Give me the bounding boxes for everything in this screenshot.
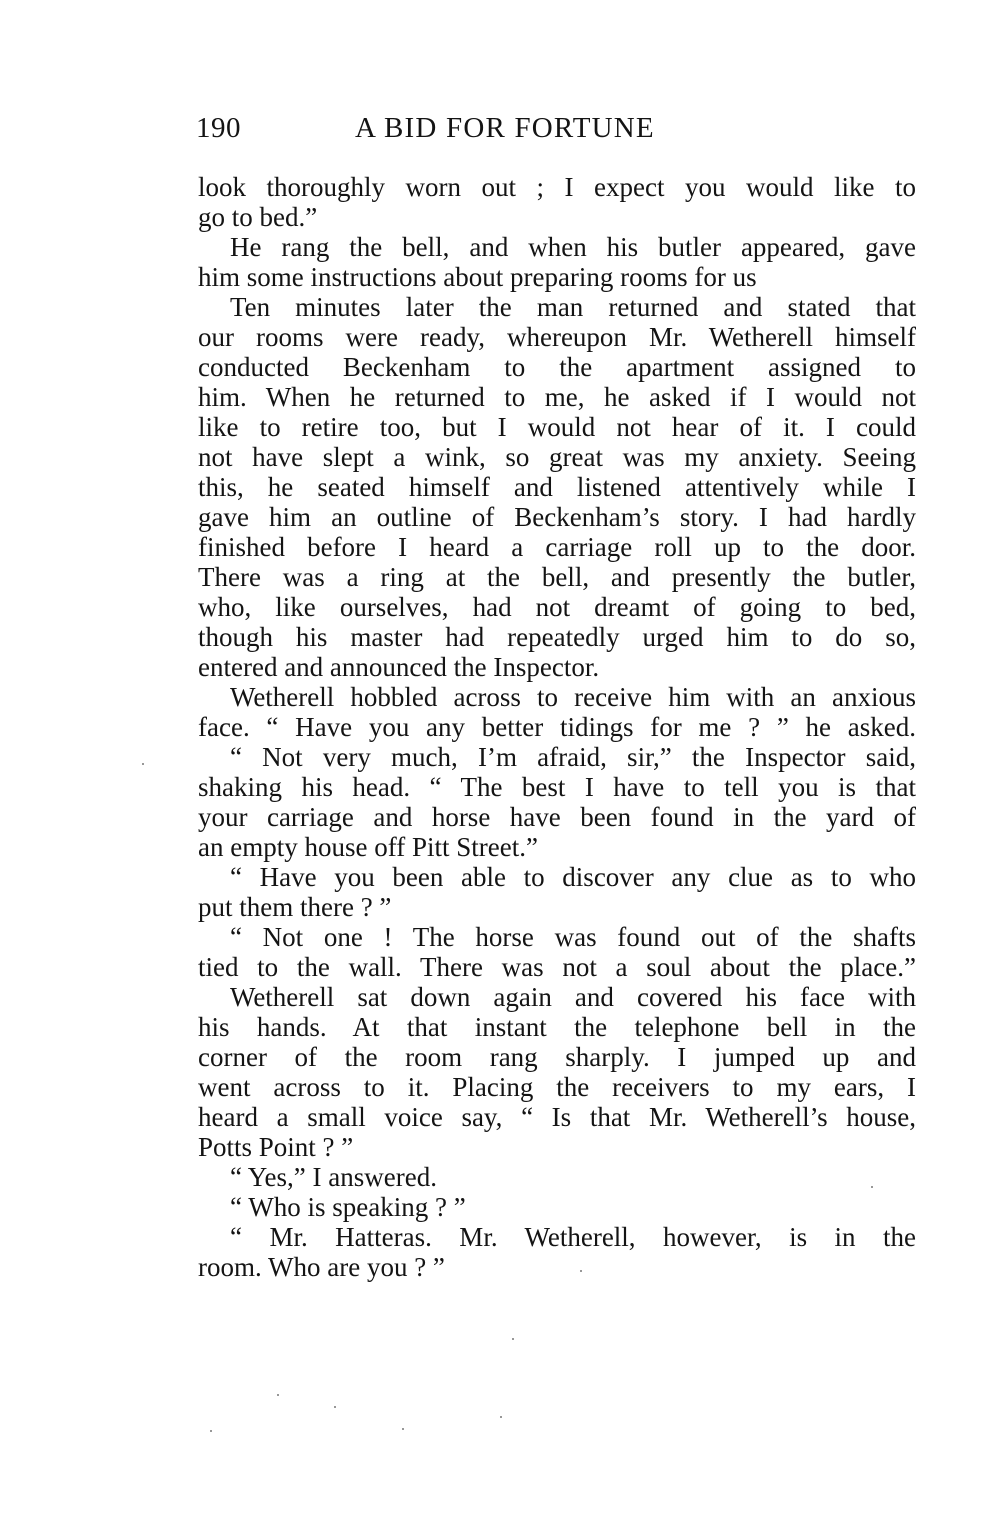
text-line: Wetherell sat down again and covered his face with xyxy=(230,982,916,1012)
text-line: Ten minutes later the man returned and stated that xyxy=(230,292,916,322)
text-line: face. “ Have you any better tidings for me ? ” he asked. xyxy=(198,712,916,742)
text-line: go to bed.” xyxy=(198,202,318,232)
text-line: room. Who are you ? ” xyxy=(198,1252,445,1282)
text-line: put them there ? ” xyxy=(198,892,392,922)
text-line: Potts Point ? ” xyxy=(198,1132,354,1162)
body-text xyxy=(198,172,916,1282)
text-line: look thoroughly worn out ; I expect you would like to xyxy=(198,172,916,202)
text-line: shaking his head. “ The best I have to tell you is that xyxy=(198,772,916,802)
text-line: “ Not one ! The horse was found out of the shafts xyxy=(230,922,916,952)
text-line: entered and announced the Inspector. xyxy=(198,652,600,682)
text-line: “ Yes,” I answered. xyxy=(230,1162,437,1192)
text-line: tied to the wall. There was not a soul about the place.” xyxy=(198,952,916,982)
text-line: finished before I heard a carriage roll up to the door. xyxy=(198,532,916,562)
paper-speck xyxy=(871,1186,873,1188)
paper-speck xyxy=(580,1270,582,1272)
text-line: Wetherell hobbled across to receive him with an anxious xyxy=(230,682,916,712)
text-line: who, like ourselves, had not dreamt of going to bed, xyxy=(198,592,916,622)
paper-speck xyxy=(500,1416,502,1418)
text-line: corner of the room rang sharply. I jumped up and xyxy=(198,1042,916,1072)
text-line: like to retire too, but I would not hear of it. I could xyxy=(198,412,916,442)
text-line: “ Not very much, I’m afraid, sir,” the Inspector said, xyxy=(230,742,916,772)
text-line: There was a ring at the bell, and presently the butler, xyxy=(198,562,916,592)
text-line: heard a small voice say, “ Is that Mr. Wetherell’s house, xyxy=(198,1102,916,1132)
paper-speck xyxy=(402,1428,404,1430)
paper-speck xyxy=(334,1406,336,1408)
text-line: an empty house off Pitt Street.” xyxy=(198,832,538,862)
text-line: not have slept a wink, so great was my anxiety. Seeing xyxy=(198,442,916,472)
text-line: his hands. At that instant the telephone bell in the xyxy=(198,1012,916,1042)
text-line: went across to it. Placing the receivers to my ears, I xyxy=(198,1072,916,1102)
text-line: though his master had repeatedly urged him to do so, xyxy=(198,622,916,652)
text-line: “ Who is speaking ? ” xyxy=(230,1192,466,1222)
text-line: “ Mr. Hatteras. Mr. Wetherell, however, is in the xyxy=(230,1222,916,1252)
text-line: “ Have you been able to discover any clue as to who xyxy=(230,862,916,892)
text-line: He rang the bell, and when his butler appeared, gave xyxy=(230,232,916,262)
paper-speck xyxy=(512,1338,514,1340)
text-line: our rooms were ready, whereupon Mr. Wetherell himself xyxy=(198,322,916,352)
text-line: him some instructions about preparing rooms for us xyxy=(198,262,757,292)
text-line: your carriage and horse have been found in the yard of xyxy=(198,802,916,832)
running-head xyxy=(196,112,918,152)
text-line: conducted Beckenham to the apartment assigned to xyxy=(198,352,916,382)
book-title: A BID FOR FORTUNE xyxy=(355,112,655,144)
paper-speck xyxy=(277,1394,279,1396)
paper-speck xyxy=(142,763,144,765)
text-line: him. When he returned to me, he asked if I would not xyxy=(198,382,916,412)
text-line: this, he seated himself and listened attentively while I xyxy=(198,472,916,502)
paper-speck xyxy=(210,1430,212,1432)
page-number: 190 xyxy=(196,112,241,144)
text-line: gave him an outline of Beckenham’s story. I had hardly xyxy=(198,502,916,532)
